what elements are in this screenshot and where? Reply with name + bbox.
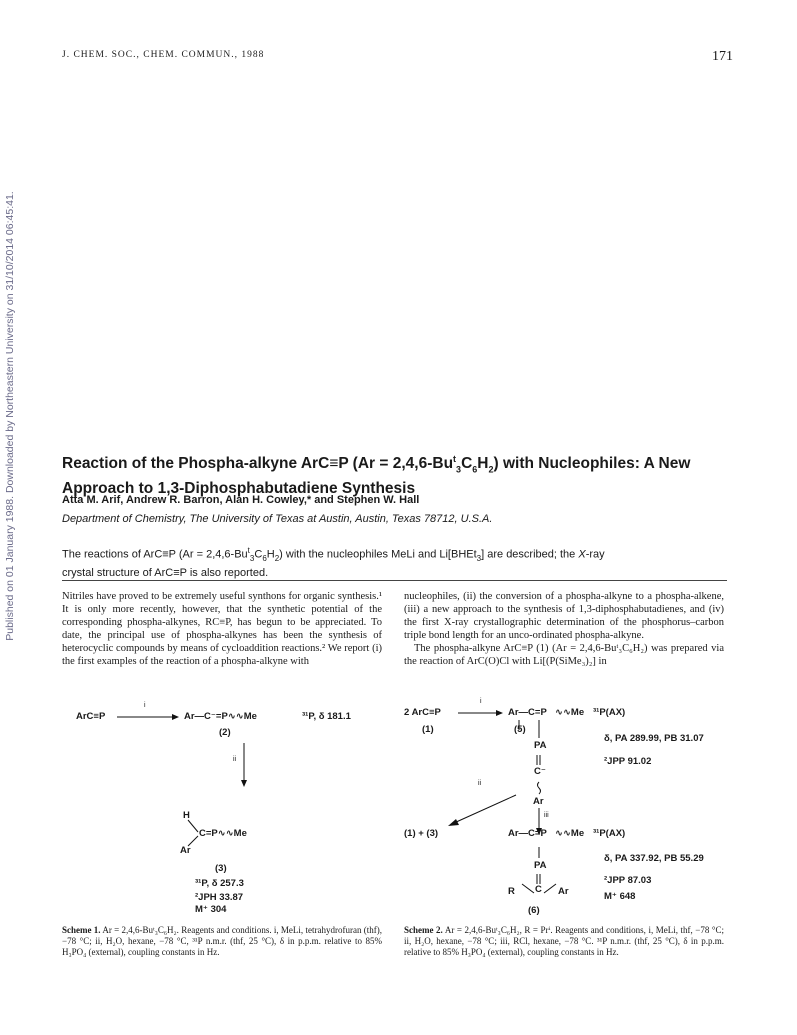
abstract-line2: crystal structure of ArC≡P is also reported. <box>62 566 269 579</box>
scheme1-nmr-3-mass: M⁺ 304 <box>195 904 227 915</box>
scheme1-nmr-3-shift: ³¹P, δ 257.3 <box>195 878 244 889</box>
scheme1-label-3: (3) <box>215 863 227 874</box>
scheme2-nmr5-shifts: δ, PA 289.99, PB 31.07 <box>604 733 704 744</box>
scheme-1-caption <box>62 925 382 958</box>
scheme2-chain-5: Ar—C=P <box>508 707 547 718</box>
download-notice-text: Published on 01 January 1988. Downloaded by Northeastern University on 31/10/2014 06:45:41. <box>4 191 16 641</box>
scheme2-r: R <box>508 886 515 897</box>
paragraph-intro: Nitriles have proved to be extremely useful synthons for organic synthesis.¹ It is only more recently, however, that the synthetic potential of the corresponding phospha-alkynes, RC≡P, has begun to be appreciated. To date, the principal use of phospha-alkynes has been the synthesis of heterocyclic compounds by means of cycloaddition reactions.² We report (i) the first examples of the reaction of a phospha-alkyne with <box>62 591 382 667</box>
scheme2-step-ii: ii <box>478 780 482 787</box>
scheme1-step-ii: ii <box>233 756 237 763</box>
abstract-divider <box>62 580 727 581</box>
scheme2-step-i: i <box>480 698 482 705</box>
abstract <box>62 544 712 580</box>
scheme2-c-6: C <box>535 884 542 895</box>
scheme1-step-i: i <box>144 702 146 709</box>
scheme1-ar: Ar <box>180 845 191 856</box>
scheme-2-caption-text: Ar = 2,4,6-Buᵗ₃C₆H₂, R = Prⁱ. Reagents and conditions, i, MeLi, thf, −78 °C; ii, H₂O, hexane, −78 °C; iii, RCl, hexane, −78 °C. ³¹P n.m.r. (thf, 25 °C), δ in p.p.m. relative to 85% H₃PO₄ (external), coupling constants in Hz. <box>404 925 724 957</box>
body-column-left <box>62 590 382 668</box>
article-title-line2: Approach to 1,3-Diphosphabutadiene Synthesis <box>62 480 416 498</box>
scheme2-label-6: (6) <box>528 905 540 916</box>
scheme2-reactant: 2 ArC≡P <box>404 707 441 718</box>
scheme1-product: C=P∿∿Me <box>199 828 247 839</box>
scheme-1-caption-title: Scheme 1. <box>62 925 101 935</box>
scheme1-label-2: (2) <box>219 727 231 738</box>
scheme1-nmr-3-coupling: ²JPH 33.87 <box>195 892 244 903</box>
scheme-2 <box>404 700 744 922</box>
scheme-1 <box>62 700 392 915</box>
scheme2-nmr5-title: ³¹P(AX) <box>593 707 626 718</box>
scheme2-nmr6-mass: M⁺ 648 <box>604 891 636 902</box>
author-list: Atta M. Arif, Andrew R. Barron, Alan H. Cowley,* and Stephen W. Hall <box>62 494 420 506</box>
running-header: J. CHEM. SOC., CHEM. COMMUN., 1988 <box>62 50 265 60</box>
scheme2-chain-6: Ar—C=P <box>508 828 547 839</box>
scheme2-ar-5: Ar <box>533 796 544 807</box>
scheme2-nmr6-coupling: ²JPP 87.03 <box>604 875 652 886</box>
scheme-1-caption-text: Ar = 2,4,6-Buᵗ₃C₆H₂. Reagents and conditions. i, MeLi, tetrahydrofuran (thf), −78 °C; ii, H₂O, hexane, −78 °C, ³¹P n.m.r. (thf, 25 °C), δ in p.p.m. relative to 85% H₃PO₄ (external), coupling constants in Hz. <box>62 925 382 957</box>
paragraph-synthesis: The phospha-alkyne ArC≡P (1) (Ar = 2,4,6-Buᵗ₃C₆H₂) was prepared via the reaction of ArC(O)Cl with Li[(P(SiMe₃)₂] in <box>404 643 724 667</box>
scheme1-intermediate: Ar—C⁻=P∿∿Me <box>184 711 257 722</box>
abstract-line1: The reactions of ArC≡P $(Ar = 2,4,6-Bu^t_3C_6H_2)$ with the nucleophiles MeLi and Li[BHEt$_3$] are described; the X-ray <box>62 546 605 563</box>
scheme2-ar-6: Ar <box>558 886 569 897</box>
page-number: 171 <box>712 49 733 64</box>
scheme1-nmr-2: ³¹P, δ 181.1 <box>302 711 351 722</box>
affiliation: Department of Chemistry, The University of Texas at Austin, Austin, Texas 78712, U.S.A. <box>62 513 493 525</box>
scheme2-pa-5: PA <box>534 740 547 751</box>
scheme2-side-product: (1) + (3) <box>404 828 439 839</box>
scheme2-step-iii: iii <box>544 812 549 819</box>
scheme2-c-minus: C⁻ <box>534 766 546 777</box>
scheme2-chain-6-tail: ∿∿Me <box>555 828 585 839</box>
scheme-2-caption-title: Scheme 2. <box>404 925 443 935</box>
scheme2-nmr6-shifts: δ, PA 337.92, PB 55.29 <box>604 853 704 864</box>
article-title-line1: Reaction of the Phospha-alkyne ArC≡P $(Ar = 2,4,6-Bu^t_3C_6H_2)$ with Nucleophiles: A New <box>62 454 691 475</box>
paragraph-continued: nucleophiles, (ii) the conversion of a phospha-alkyne to a phospha-alkene, (iii) a new approach to the synthesis of 1,3-diphosphabutadienes, and (iv) the first X-ray crystallographic determination of the phosphorus–carbon triple bond length for an unco-ordinated phospha-alkyne. <box>404 591 724 641</box>
article-title <box>62 450 752 498</box>
body-column-right <box>404 590 724 668</box>
scheme2-nmr6-title: ³¹P(AX) <box>593 828 626 839</box>
scheme2-nmr5-coupling: ²JPP 91.02 <box>604 756 652 767</box>
scheme2-label-1: (1) <box>422 724 434 735</box>
scheme1-h: H <box>183 810 190 821</box>
scheme2-chain-5-tail: ∿∿Me <box>555 707 585 718</box>
scheme-2-caption <box>404 925 724 958</box>
scheme1-reactant: ArC≡P <box>76 711 106 722</box>
scheme2-pa-6: PA <box>534 860 547 871</box>
download-notice <box>0 0 20 1035</box>
scheme2-label-5: (5) <box>514 724 526 735</box>
